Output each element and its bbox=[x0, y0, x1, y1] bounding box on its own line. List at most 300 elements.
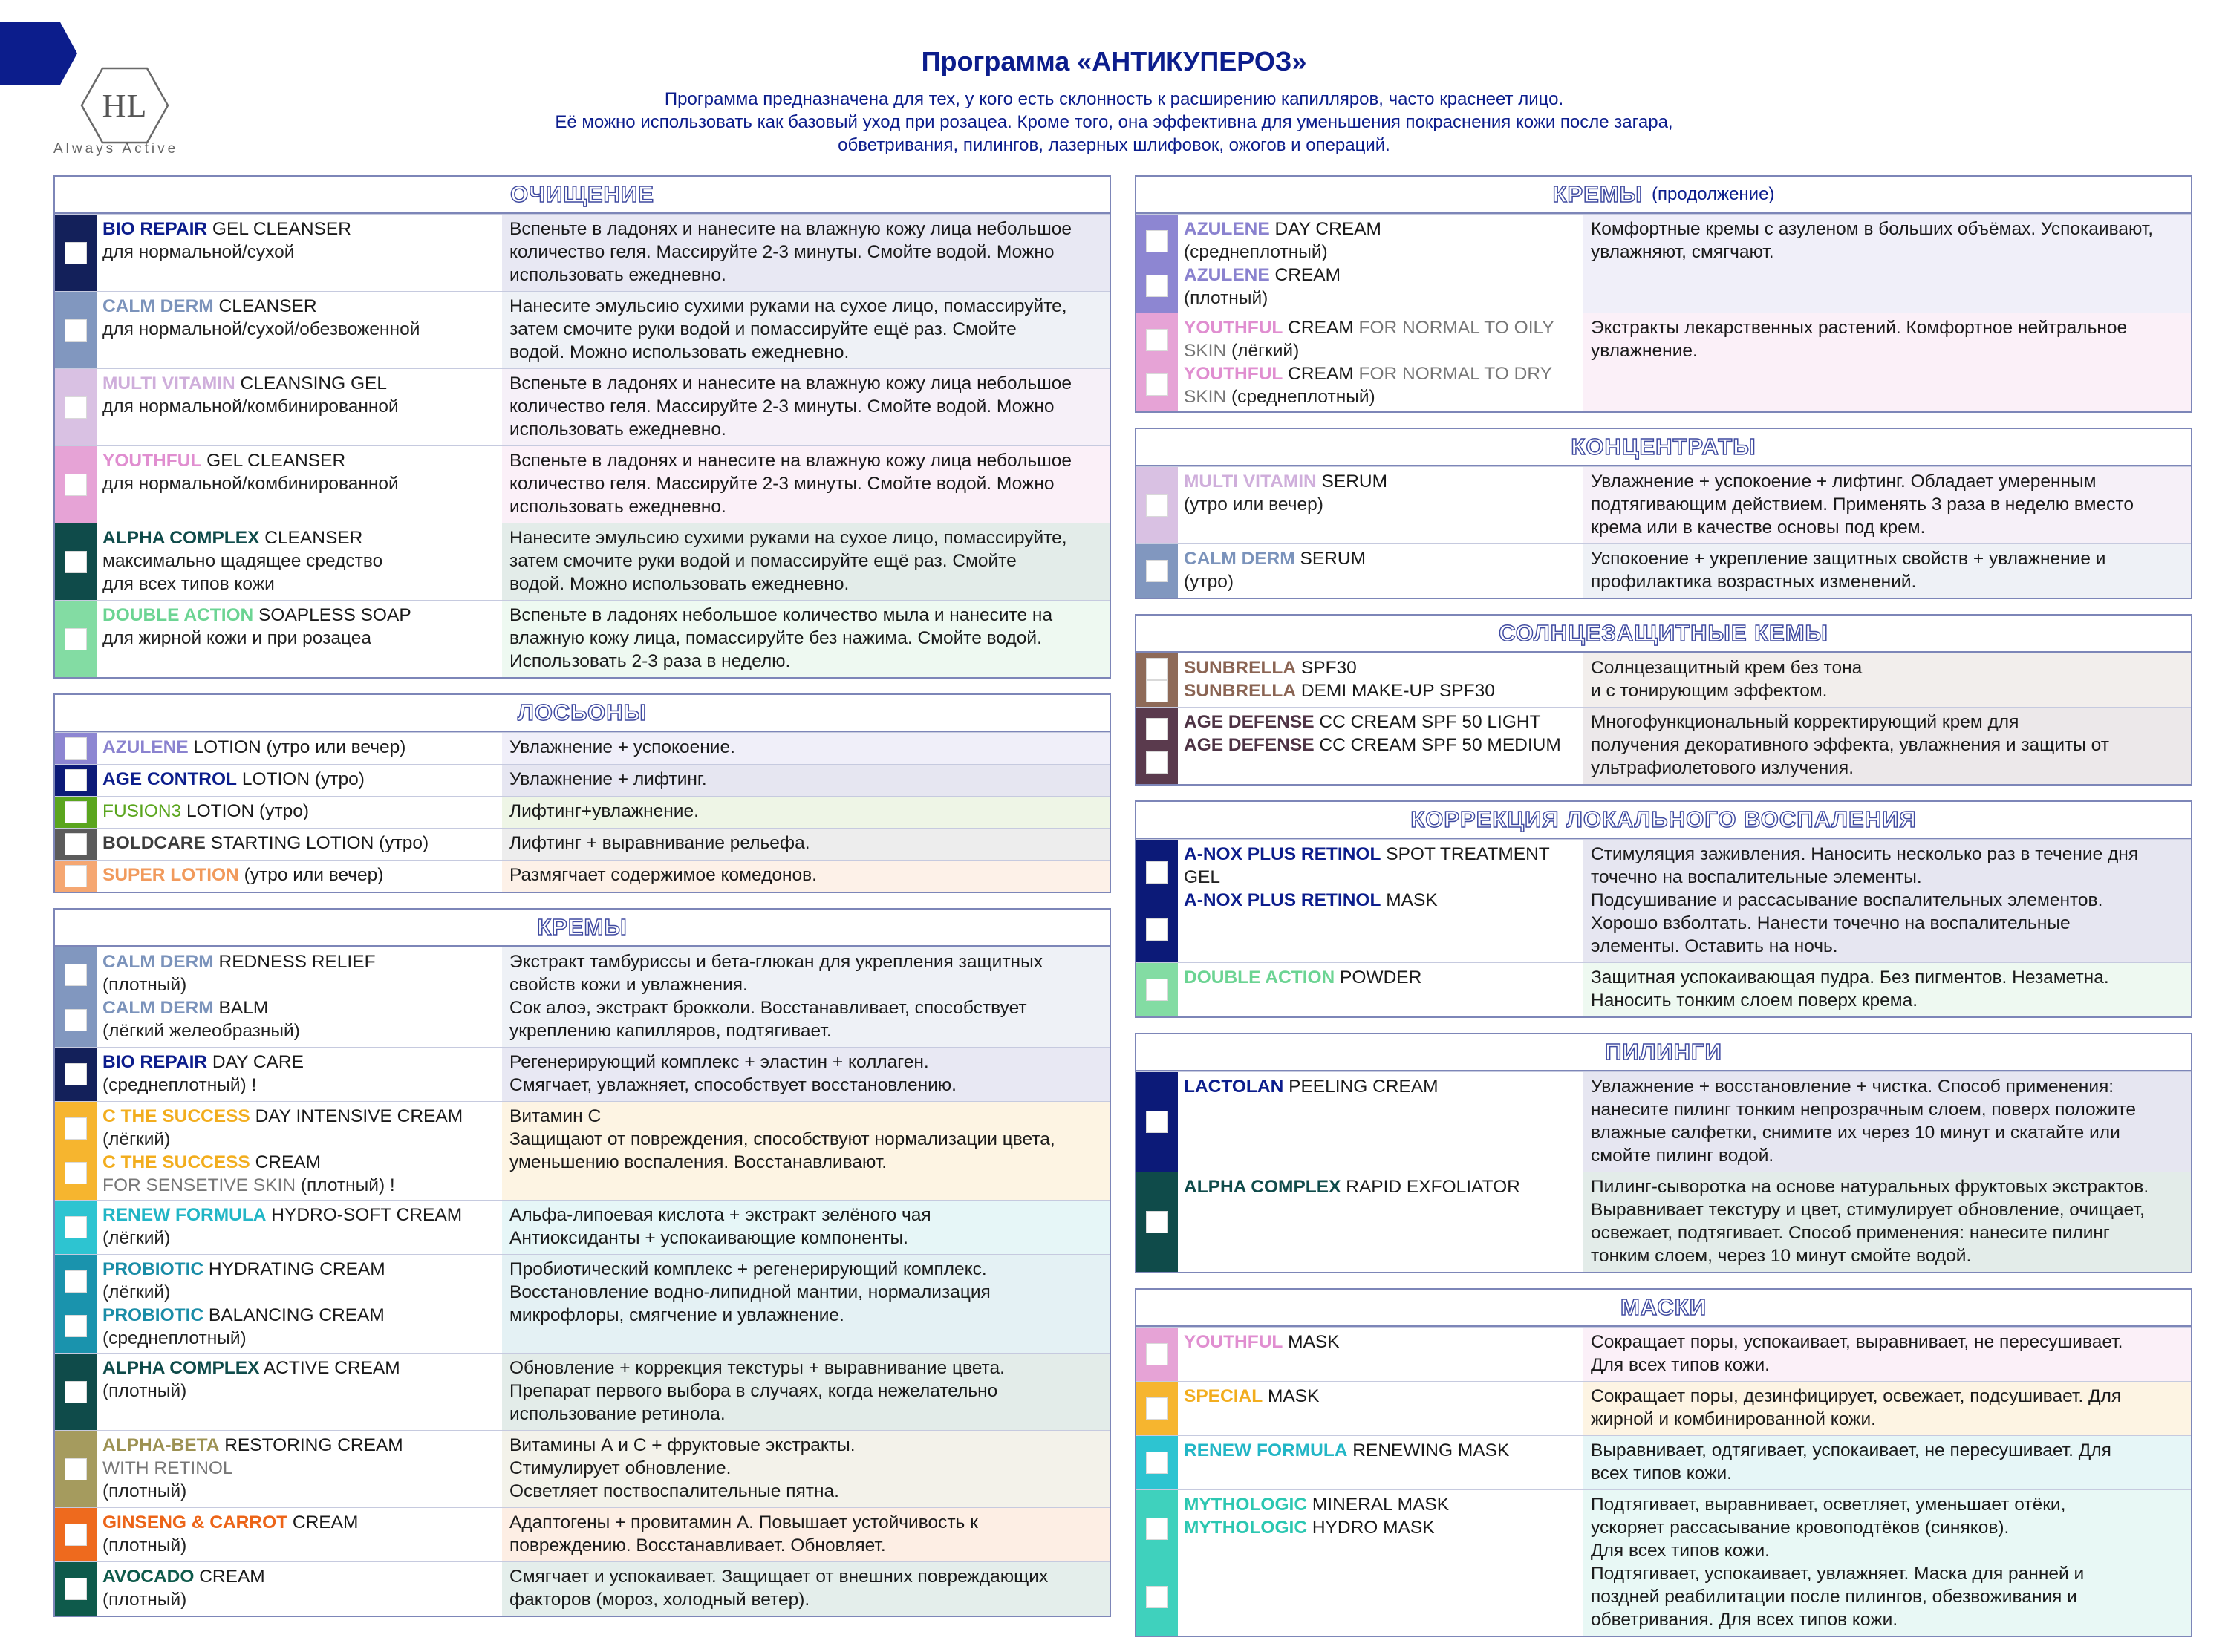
description-line: поздней реабилитации после пилингов, обезвоживания и bbox=[1591, 1587, 2077, 1607]
product-subline bbox=[1184, 241, 1576, 264]
section-title: КРЕМЫ bbox=[1552, 181, 1644, 207]
product-description bbox=[1583, 653, 2191, 707]
section bbox=[1135, 614, 2192, 786]
color-stripe bbox=[55, 1048, 97, 1101]
product-subline-text: (лёгкий) bbox=[102, 1228, 171, 1248]
product-subline-text: (плотный) bbox=[102, 1381, 187, 1401]
product-subline-text: (плотный) bbox=[1184, 288, 1268, 308]
product-subline-text: для всех типов кожи bbox=[102, 574, 275, 594]
product-name: HYDRO MASK bbox=[1307, 1518, 1435, 1538]
product-subline bbox=[102, 1174, 495, 1197]
product-group bbox=[1136, 962, 2191, 1016]
product-subline-text: (плотный) bbox=[102, 1481, 187, 1501]
product-checkbox[interactable] bbox=[1146, 918, 1168, 941]
product-subline bbox=[102, 973, 495, 996]
product-group bbox=[55, 1200, 1110, 1254]
description-line: затем смочите руки водой и помассируйте ещё раз. Смойте bbox=[509, 551, 1017, 571]
product-description bbox=[1583, 1490, 2191, 1636]
product-description bbox=[502, 947, 1110, 1047]
product-names bbox=[97, 601, 502, 677]
product-subline bbox=[1184, 339, 1576, 362]
description-line: использование ретинола. bbox=[509, 1404, 726, 1424]
description-line: Обновление + коррекция текстуры + выравнивание цвета. bbox=[509, 1358, 1005, 1378]
product-brand: PROBIOTIC bbox=[102, 1259, 204, 1279]
product-names bbox=[1178, 1172, 1583, 1272]
product-subline bbox=[102, 1281, 495, 1304]
product-item bbox=[1184, 1175, 1576, 1198]
product-checkbox[interactable] bbox=[1146, 861, 1168, 884]
product-name-line bbox=[102, 1434, 495, 1457]
description-line: использовать ежедневно. bbox=[509, 265, 726, 285]
description-line: получения декоративного эффекта, увлажнения и защиты от bbox=[1591, 735, 2109, 755]
description-line: Осветляет поствоспалительные пятна. bbox=[509, 1481, 839, 1501]
description-line: Пробиотический комплекс + регенерирующий комплекс. bbox=[509, 1259, 987, 1279]
product-group bbox=[55, 764, 1110, 796]
product-item bbox=[1184, 843, 1576, 889]
product-checkbox[interactable] bbox=[1146, 658, 1168, 680]
product-brand: GINSENG & CARROT bbox=[102, 1512, 288, 1532]
description-line: Нанесите эмульсию сухими руками на сухое лицо, помассируйте, bbox=[509, 528, 1067, 548]
product-description bbox=[502, 215, 1110, 291]
product-name: LOTION (утро) bbox=[181, 801, 310, 821]
product-item bbox=[102, 1304, 495, 1350]
product-description bbox=[502, 369, 1110, 445]
product-names bbox=[97, 292, 502, 368]
section-header bbox=[55, 695, 1110, 732]
section-header bbox=[55, 177, 1110, 214]
color-stripe bbox=[55, 292, 97, 368]
product-group bbox=[1136, 839, 2191, 962]
description-line: освежает, подтягивает. Способ применения: нанесите пилинг bbox=[1591, 1223, 2110, 1243]
product-subline-text: (лёгкий) bbox=[1226, 341, 1300, 361]
section-title: МАСКИ bbox=[1620, 1294, 1707, 1320]
description-line: Вспеньте в ладонях и нанесите на влажную кожу лица небольшое bbox=[509, 219, 1072, 239]
section-header bbox=[55, 910, 1110, 947]
product-names bbox=[1178, 1382, 1583, 1435]
product-group bbox=[55, 1507, 1110, 1561]
description-line: влажную кожу лица, помассируйте без нажима. Смойте водой. bbox=[509, 628, 1042, 648]
product-name-line bbox=[1184, 656, 1576, 679]
product-names bbox=[97, 1431, 502, 1507]
product-checkbox[interactable] bbox=[1146, 1518, 1168, 1540]
product-checkbox[interactable] bbox=[65, 801, 87, 823]
section-title: ПИЛИНГИ bbox=[1605, 1039, 1722, 1065]
product-checkbox[interactable] bbox=[1146, 1211, 1168, 1233]
product-item bbox=[1184, 362, 1576, 408]
product-checkbox[interactable] bbox=[65, 242, 87, 264]
product-names bbox=[97, 733, 502, 764]
product-checkbox[interactable] bbox=[1146, 718, 1168, 740]
product-name-line bbox=[102, 996, 495, 1019]
product-checkbox[interactable] bbox=[1146, 1452, 1168, 1474]
product-names bbox=[1178, 313, 1583, 411]
product-name: ACTIVE CREAM bbox=[259, 1358, 400, 1378]
color-stripe bbox=[1136, 1382, 1178, 1435]
product-checkbox[interactable] bbox=[65, 474, 87, 496]
description-line: Увлажнение + лифтинг. bbox=[509, 769, 707, 789]
description-line: профилактика возрастных изменений. bbox=[1591, 572, 1917, 592]
intro-line: Программа предназначена для тех, у кого есть склонность к расширению капилляров, часто краснеет лицо. bbox=[664, 89, 1564, 109]
product-name-line bbox=[1184, 966, 1576, 989]
product-name: SPF30 bbox=[1296, 658, 1357, 678]
product-item bbox=[102, 1565, 495, 1611]
description-line: Выравнивает, одтягивает, успокаивает, не пересушивает. Для bbox=[1591, 1440, 2111, 1460]
product-checkbox[interactable] bbox=[65, 1270, 87, 1293]
description-line: Вспеньте в ладонях и нанесите на влажную кожу лица небольшое bbox=[509, 451, 1072, 471]
product-name-line bbox=[1184, 843, 1576, 866]
product-checkbox[interactable] bbox=[65, 964, 87, 986]
product-checkbox[interactable] bbox=[1146, 329, 1168, 351]
product-item bbox=[1184, 218, 1576, 264]
product-checkbox[interactable] bbox=[65, 1524, 87, 1546]
product-subline bbox=[102, 572, 495, 595]
product-description bbox=[502, 733, 1110, 764]
product-brand: BIO REPAIR bbox=[102, 219, 208, 239]
product-names bbox=[97, 829, 502, 860]
product-brand: CALM DERM bbox=[1184, 549, 1295, 569]
product-name-line bbox=[1184, 470, 1576, 493]
product-name-line bbox=[1184, 218, 1576, 241]
product-subline bbox=[102, 1327, 495, 1350]
product-subline bbox=[102, 1380, 495, 1403]
product-checkbox[interactable] bbox=[1146, 1343, 1168, 1365]
product-checkbox[interactable] bbox=[65, 1578, 87, 1600]
color-stripe bbox=[1136, 215, 1178, 313]
description-line: Витамин С bbox=[509, 1106, 602, 1126]
product-name-line bbox=[1184, 1516, 1576, 1539]
right-column bbox=[1135, 175, 2192, 1652]
product-subline bbox=[102, 1457, 495, 1480]
description-line: элементы. Оставить на ночь. bbox=[1591, 936, 1838, 956]
product-brand: BIO REPAIR bbox=[102, 1052, 208, 1072]
product-subline-text: (среднеплотный) bbox=[102, 1328, 247, 1348]
color-stripe bbox=[1136, 467, 1178, 543]
description-line: всех типов кожи. bbox=[1591, 1463, 1732, 1483]
product-names bbox=[1178, 1490, 1583, 1636]
product-name-line bbox=[102, 218, 495, 241]
section-title: СОЛНЦЕЗАЩИТНЫЕ КЕМЫ bbox=[1499, 620, 1828, 646]
product-names bbox=[97, 861, 502, 892]
product-names bbox=[97, 1255, 502, 1353]
color-stripe bbox=[1136, 1072, 1178, 1172]
product-description bbox=[1583, 467, 2191, 543]
product-names bbox=[97, 369, 502, 445]
description-line: Хорошо взболтать. Нанести точечно на воспалительные bbox=[1591, 913, 2071, 933]
product-subline-text: для жирной кожи и при розацеа bbox=[102, 628, 371, 648]
product-checkbox[interactable] bbox=[65, 737, 87, 760]
product-subline-text: (среднеплотный) ! bbox=[102, 1075, 257, 1095]
product-group bbox=[1136, 543, 2191, 598]
product-name-line bbox=[1184, 316, 1576, 339]
description-line: Витамины А и С + фруктовые экстракты. bbox=[509, 1435, 856, 1455]
product-description bbox=[502, 1562, 1110, 1616]
product-description bbox=[1583, 1072, 2191, 1172]
product-name: SERUM bbox=[1294, 549, 1367, 569]
product-subline bbox=[102, 1588, 495, 1611]
product-description bbox=[502, 1201, 1110, 1254]
product-brand: RENEW FORMULA bbox=[1184, 1440, 1348, 1460]
product-brand: CALM DERM bbox=[102, 952, 214, 972]
product-item bbox=[102, 372, 495, 418]
product-subline-text: (утро) bbox=[1184, 572, 1234, 592]
product-brand: ALPHA COMPLEX bbox=[102, 1358, 260, 1378]
product-name: POWDER bbox=[1335, 967, 1422, 987]
product-name-line bbox=[102, 604, 495, 627]
color-stripe bbox=[55, 797, 97, 828]
product-name-line bbox=[102, 736, 495, 759]
product-item bbox=[102, 604, 495, 650]
color-stripe bbox=[1136, 313, 1178, 411]
product-group bbox=[55, 600, 1110, 677]
product-checkbox[interactable] bbox=[65, 865, 87, 887]
section bbox=[1135, 800, 2192, 1018]
product-checkbox[interactable] bbox=[65, 319, 87, 342]
product-item bbox=[1184, 1075, 1576, 1098]
product-subline-text: (плотный) bbox=[102, 1590, 187, 1610]
product-brand: DOUBLE ACTION bbox=[1184, 967, 1335, 987]
section-title: КРЕМЫ bbox=[537, 914, 628, 940]
product-item bbox=[1184, 734, 1576, 757]
product-checkbox[interactable] bbox=[65, 769, 87, 791]
product-item bbox=[102, 218, 495, 264]
product-subline bbox=[102, 549, 495, 572]
product-item bbox=[1184, 1385, 1576, 1408]
product-brand: MYTHOLOGIC bbox=[1184, 1495, 1308, 1515]
product-item bbox=[1184, 1439, 1576, 1462]
color-stripe bbox=[1136, 1328, 1178, 1381]
product-description bbox=[502, 1102, 1110, 1200]
product-name-line bbox=[102, 1565, 495, 1588]
product-checkbox[interactable] bbox=[65, 1216, 87, 1238]
product-item bbox=[1184, 889, 1576, 912]
product-group bbox=[1136, 1381, 2191, 1435]
description-line: Адаптогены + провитамин А. Повышает устойчивость к bbox=[509, 1512, 978, 1532]
product-name: DAY INTENSIVE CREAM bbox=[250, 1106, 463, 1126]
product-subline bbox=[102, 1074, 495, 1097]
product-item bbox=[102, 736, 495, 759]
description-line: влажные салфетки, снимите их через 10 минут и скатайте или bbox=[1591, 1123, 2120, 1143]
product-group bbox=[1136, 313, 2191, 411]
product-names bbox=[97, 446, 502, 523]
product-brand: YOUTHFUL bbox=[1184, 1332, 1283, 1352]
product-checkbox[interactable] bbox=[65, 1117, 87, 1140]
product-name-line bbox=[102, 1051, 495, 1074]
product-item bbox=[102, 1204, 495, 1250]
product-names bbox=[97, 215, 502, 291]
product-name: RAPID EXFOLIATOR bbox=[1341, 1177, 1520, 1197]
product-name: CLEANSER bbox=[259, 528, 363, 548]
product-brand: BOLDCARE bbox=[102, 833, 206, 853]
product-checkbox[interactable] bbox=[65, 833, 87, 855]
product-name: DEMI MAKE-UP SPF30 bbox=[1296, 681, 1495, 701]
product-subline-text: (плотный) bbox=[102, 975, 187, 995]
description-line: Вспеньте в ладонях небольшое количество мыла и нанесите на bbox=[509, 605, 1053, 625]
product-checkbox[interactable] bbox=[65, 1458, 87, 1480]
product-subline-text: (лёгкий) bbox=[102, 1129, 171, 1149]
product-name: SOAPLESS SOAP bbox=[253, 605, 411, 625]
product-description bbox=[502, 765, 1110, 796]
product-name: REDNESS RELIEF bbox=[213, 952, 376, 972]
description-line: ускоряет рассасывание кровоподтёков (синяков). bbox=[1591, 1518, 2010, 1538]
description-line: свойств кожи и увлажнения. bbox=[509, 975, 748, 995]
description-line: Стимуляция заживления. Наносить несколько раз в течение дня bbox=[1591, 844, 2139, 864]
product-checkbox[interactable] bbox=[65, 1315, 87, 1337]
product-subline-text: (лёгкий желеобразный) bbox=[102, 1021, 300, 1041]
product-names bbox=[97, 765, 502, 796]
product-item bbox=[102, 526, 495, 595]
product-name-line bbox=[1184, 1385, 1576, 1408]
product-name: MASK bbox=[1283, 1332, 1340, 1352]
product-description bbox=[1583, 708, 2191, 784]
description-line: Для всех типов кожи. bbox=[1591, 1541, 1770, 1561]
description-line: количество геля. Массируйте 2-3 минуты. Смойте водой. Можно bbox=[509, 396, 1055, 417]
intro-text bbox=[371, 88, 1857, 157]
product-name-line bbox=[102, 768, 495, 791]
color-stripe bbox=[1136, 1436, 1178, 1489]
product-description bbox=[502, 292, 1110, 368]
product-group bbox=[55, 860, 1110, 892]
product-checkbox[interactable] bbox=[1146, 373, 1168, 396]
product-description bbox=[502, 1354, 1110, 1430]
product-name-line bbox=[102, 800, 495, 823]
product-name-line bbox=[102, 295, 495, 318]
section-header bbox=[1136, 1034, 2191, 1071]
product-name: PEELING CREAM bbox=[1283, 1077, 1439, 1097]
product-checkbox[interactable] bbox=[65, 628, 87, 650]
product-checkbox[interactable] bbox=[1146, 1586, 1168, 1608]
description-line: Стимулирует обновление. bbox=[509, 1458, 732, 1478]
product-checkbox[interactable] bbox=[65, 1381, 87, 1403]
product-checkbox[interactable] bbox=[1146, 1397, 1168, 1420]
color-stripe bbox=[55, 601, 97, 677]
description-line: Увлажнение + восстановление + чистка. Способ применения: bbox=[1591, 1077, 2114, 1097]
color-stripe bbox=[1136, 544, 1178, 598]
product-name-line bbox=[102, 1105, 495, 1128]
product-names bbox=[1178, 1072, 1583, 1172]
product-name: GEL CLEANSER bbox=[201, 451, 346, 471]
product-group bbox=[1136, 1172, 2191, 1272]
product-subline bbox=[102, 395, 495, 418]
product-item bbox=[102, 1051, 495, 1097]
product-checkbox[interactable] bbox=[65, 551, 87, 573]
product-group bbox=[1136, 1327, 2191, 1381]
product-checkbox[interactable] bbox=[1146, 751, 1168, 774]
product-name: CREAM bbox=[250, 1152, 322, 1172]
product-brand: LACTOLAN bbox=[1184, 1077, 1284, 1097]
product-group bbox=[55, 1353, 1110, 1430]
section bbox=[1135, 1033, 2192, 1273]
product-name: CLEANSING GEL bbox=[235, 373, 387, 394]
product-brand: DOUBLE ACTION bbox=[102, 605, 254, 625]
product-group bbox=[55, 291, 1110, 368]
product-checkbox[interactable] bbox=[65, 1009, 87, 1031]
product-item bbox=[102, 832, 495, 855]
product-description bbox=[502, 446, 1110, 523]
product-checkbox[interactable] bbox=[1146, 979, 1168, 1001]
product-brand: CALM DERM bbox=[102, 998, 214, 1018]
product-checkbox[interactable] bbox=[65, 1162, 87, 1184]
product-subline-text: (среднеплотный) bbox=[1184, 242, 1328, 262]
section bbox=[1135, 428, 2192, 599]
product-subline-text: (плотный) ! bbox=[296, 1175, 395, 1195]
description-line: водой. Можно использовать ежедневно. bbox=[509, 342, 850, 362]
product-group bbox=[55, 1101, 1110, 1200]
product-name: RESTORING CREAM bbox=[219, 1435, 403, 1455]
product-names bbox=[1178, 467, 1583, 543]
description-line: увлажнение. bbox=[1591, 341, 1698, 361]
product-name: CC CREAM SPF 50 LIGHT bbox=[1314, 712, 1541, 732]
product-subline-light: SKIN bbox=[1184, 387, 1227, 407]
product-item bbox=[102, 1511, 495, 1557]
product-checkbox[interactable] bbox=[1146, 1111, 1168, 1133]
product-subline-text: (среднеплотный) bbox=[1226, 387, 1375, 407]
product-description bbox=[1583, 215, 2191, 313]
product-item bbox=[1184, 966, 1576, 989]
product-subline bbox=[1184, 287, 1576, 310]
product-name-line bbox=[1184, 547, 1576, 570]
product-subline-text: максимально щадящее средство bbox=[102, 551, 383, 571]
section-header bbox=[1136, 177, 2191, 214]
product-brand: AZULENE bbox=[102, 737, 189, 757]
product-subline bbox=[102, 627, 495, 650]
color-stripe bbox=[55, 861, 97, 892]
product-item bbox=[1184, 656, 1576, 679]
product-subline bbox=[102, 1128, 495, 1151]
product-checkbox[interactable] bbox=[1146, 560, 1168, 582]
product-checkbox[interactable] bbox=[65, 1063, 87, 1085]
description-line: Экстракт тамбуриссы и бета-глюкан для укрепления защитных bbox=[509, 952, 1043, 972]
product-brand: AGE DEFENSE bbox=[1184, 735, 1315, 755]
product-brand: C THE SUCCESS bbox=[102, 1106, 250, 1126]
product-checkbox[interactable] bbox=[1146, 494, 1168, 517]
product-brand: FUSION3 bbox=[102, 801, 182, 821]
product-checkbox[interactable] bbox=[1146, 680, 1168, 702]
product-name: DAY CREAM bbox=[1269, 219, 1381, 239]
product-name-line bbox=[102, 1356, 495, 1380]
product-brand: SUNBRELLA bbox=[1184, 658, 1297, 678]
product-description bbox=[502, 1431, 1110, 1507]
product-description bbox=[502, 861, 1110, 892]
product-names bbox=[1178, 653, 1583, 707]
product-subline-text: для нормальной/сухой bbox=[102, 242, 295, 262]
product-description bbox=[502, 523, 1110, 600]
product-checkbox[interactable] bbox=[65, 396, 87, 419]
product-checkbox[interactable] bbox=[1146, 275, 1168, 297]
product-name: (утро или вечер) bbox=[238, 865, 384, 885]
product-brand: ALPHA-BETA bbox=[102, 1435, 220, 1455]
product-brand: AZULENE bbox=[1184, 219, 1270, 239]
product-name-line bbox=[102, 526, 495, 549]
left-column bbox=[53, 175, 1111, 1632]
product-subline-light: WITH RETINOL bbox=[102, 1458, 233, 1478]
product-item bbox=[1184, 316, 1576, 362]
product-brand: MULTI VITAMIN bbox=[102, 373, 235, 394]
product-brand: MYTHOLOGIC bbox=[1184, 1518, 1308, 1538]
product-checkbox[interactable] bbox=[1146, 230, 1168, 252]
product-item bbox=[1184, 1493, 1576, 1516]
product-name: MASK bbox=[1263, 1386, 1320, 1406]
description-line: Увлажнение + успокоение. bbox=[509, 737, 735, 757]
description-line: водой. Можно использовать ежедневно. bbox=[509, 574, 850, 594]
product-names bbox=[97, 1102, 502, 1200]
product-names bbox=[97, 947, 502, 1047]
product-subline-text: GEL bbox=[1184, 867, 1221, 887]
description-line: укреплению капилляров, подтягивает. bbox=[509, 1021, 832, 1041]
product-name-line bbox=[1184, 1439, 1576, 1462]
page-title: Программа «АНТИКУПЕРОЗ» bbox=[921, 46, 1307, 76]
product-names bbox=[97, 1508, 502, 1561]
description-line: Сокращает поры, успокаивает, выравнивает, не пересушивает. bbox=[1591, 1332, 2123, 1352]
